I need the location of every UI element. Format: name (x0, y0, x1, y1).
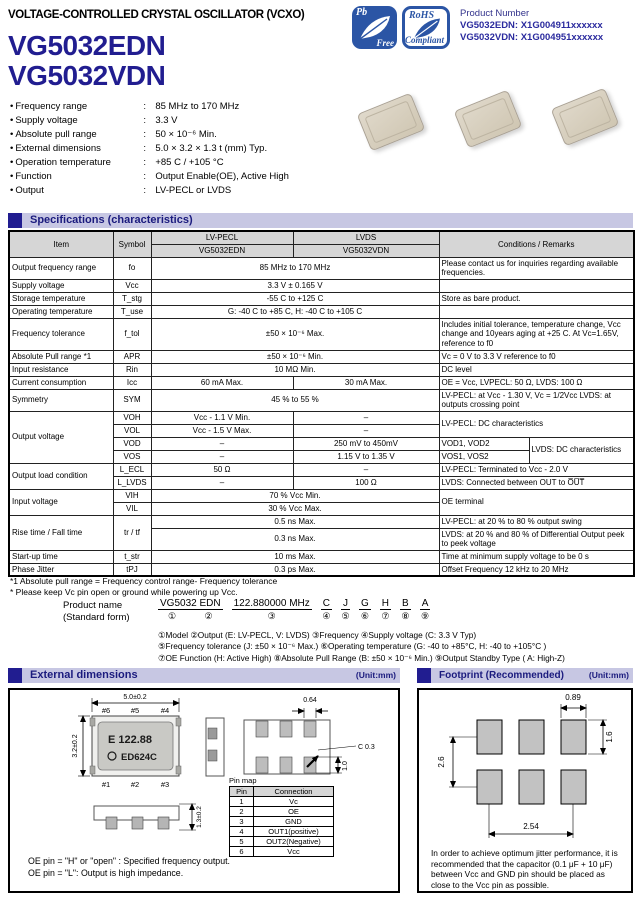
dim-colpitch-label: 2.54 (523, 822, 539, 831)
cell-cond: Vc = 0 V to 3.3 V reference to f0 (439, 350, 634, 363)
pin3-label: #3 (160, 780, 170, 789)
spec-row-rin (9, 363, 634, 376)
spec-row-tstg (9, 292, 634, 305)
cell-value-pecl: – (151, 450, 293, 463)
cell-symbol: VIL (113, 502, 151, 515)
cell-cond: Store as bare product. (439, 292, 634, 305)
circled-number: ① (168, 611, 177, 621)
doc-type-title: VOLTAGE-CONTROLLED CRYSTAL OSCILLATOR (VCXO) (8, 9, 305, 21)
cell-cond: LV-PECL: at Vcc - 1.30 V, Vc = 1/2Vcc LVDS: at outputs crossing point (439, 389, 634, 411)
cell-value-lvds: 30 mA Max. (293, 376, 439, 389)
segment-numbers (158, 611, 223, 622)
oe-note-low: OE pin = "L": Output is high impedance. (28, 867, 184, 878)
cell-symbol: APR (113, 350, 151, 363)
cell-symbol: VIH (113, 489, 151, 502)
cell-item: Output load condition (9, 463, 113, 489)
footnotes (10, 576, 277, 599)
col-pecl-model: VG5032EDN (151, 244, 293, 257)
cell-value-lvds: – (293, 424, 439, 437)
pin-row (230, 847, 334, 857)
footnote-2: * Please keep Vc pin open or ground while powering up Vcc. (10, 587, 238, 598)
cell-item: Rise time / Fall time (9, 515, 113, 550)
cell-cond: LV-PECL: DC characteristics (439, 411, 634, 437)
dim-padh-label: 1.0 (342, 761, 349, 771)
pin-row (230, 797, 334, 807)
footprint-pad (561, 720, 586, 754)
cell-value-pecl: – (151, 437, 293, 450)
cell-symbol: Icc (113, 376, 151, 389)
cell-cond: LVDS: Connected between OUT to O̅U̅T̅ (439, 476, 634, 489)
circled-number: ⑥ (360, 611, 369, 621)
dim-width-label: 5.0±0.2 (123, 694, 147, 701)
cell-item: Current consumption (9, 376, 113, 389)
feature-label: External dimensions (15, 143, 101, 154)
col-conditions: Conditions / Remarks (439, 231, 634, 257)
spec-row-ftol (9, 318, 634, 350)
oe-notes (28, 856, 230, 880)
segment-text: VG5032 EDN (160, 598, 221, 609)
cell-value-pecl: 50 Ω (151, 463, 293, 476)
product-number-edn: VG5032EDN: X1G004911xxxxxx (460, 19, 603, 31)
cell-cond: Time at minimum supply voltage to be 0 s (439, 550, 634, 563)
spec-row-tpj (9, 563, 634, 576)
feature-value: 85 MHz to 170 MHz (155, 101, 240, 112)
name-segment (400, 598, 411, 622)
pin-row (230, 807, 334, 817)
segment-text: C (322, 598, 330, 609)
feature-row (10, 156, 289, 170)
pin-connection: OUT2(Negative) (254, 837, 334, 847)
cell-cond: LVDS: at 20 % and 80 % of Differential Output peek to peek voltage (439, 528, 634, 550)
cell-value: 30 % Vcc Max. (151, 502, 439, 515)
circled-number: ⑧ (401, 611, 410, 621)
pin-col-header: Pin (230, 787, 254, 797)
feature-value: +85 C / +105 °C (155, 157, 224, 168)
feature-value: 50 × 10⁻⁶ Min. (155, 129, 217, 140)
col-lvds: LVDS (293, 231, 439, 244)
cell-value-lvds: 100 Ω (293, 476, 439, 489)
feature-value: 5.0 × 3.2 × 1.3 t (mm) Typ. (155, 143, 268, 154)
pin-connection: Vcc (254, 847, 334, 857)
spec-row-icc (9, 376, 634, 389)
product-number-label: Product Number (460, 8, 530, 19)
oe-note-high: OE pin = "H" or "open" : Specified frequency output. (28, 856, 230, 866)
spec-row-apr (9, 350, 634, 363)
pin-number: 3 (230, 817, 254, 827)
section-marker-icon (417, 668, 431, 683)
feature-colon: : (143, 129, 146, 140)
feature-colon: : (143, 143, 146, 154)
cell-value: 10 ms Max. (151, 550, 439, 563)
pin-number: 1 (230, 797, 254, 807)
spec-row-sym (9, 389, 634, 411)
col-pecl: LV-PECL (151, 231, 293, 244)
feature-label: Operation temperature (15, 157, 111, 168)
name-segment (359, 598, 371, 622)
pin-connection: GND (254, 817, 334, 827)
cell-value: ±50 × 10⁻⁶ Max. (151, 318, 439, 350)
pin-row (230, 827, 334, 837)
page-title (8, 31, 165, 91)
footprint-title: Footprint (Recommended) (439, 670, 564, 681)
dim-height-label: 3.2±0.2 (72, 734, 79, 758)
cell-cond-sub: VOD1, VOD2 (439, 437, 529, 450)
segment-text: J (343, 598, 348, 609)
cell-cond: Please contact us for inquiries regarding available frequencies. (439, 257, 634, 279)
cell-symbol: T_stg (113, 292, 151, 305)
dim-pad-label: 0.64 (303, 697, 317, 704)
title-line-vdn: VG5032VDN (8, 59, 166, 91)
footprint-pad (519, 720, 544, 754)
pin-number: 6 (230, 847, 254, 857)
cell-value: 0.3 ps Max. (151, 563, 439, 576)
cell-value: -55 C to +125 C (151, 292, 439, 305)
cell-cond: LV-PECL: Terminated to Vcc - 2.0 V (439, 463, 634, 476)
section-marker-icon (8, 668, 22, 683)
cell-value-pecl: – (151, 476, 293, 489)
footprint-pad (561, 770, 586, 804)
spec-row-rise1 (9, 515, 634, 528)
cell-symbol: VOH (113, 411, 151, 424)
cell-symbol: VOS (113, 450, 151, 463)
section-marker-icon (8, 213, 22, 228)
cell-value: 85 MHz to 170 MHz (151, 257, 439, 279)
pin4-label: #4 (160, 706, 170, 715)
external-dims-unit: (Unit:mm) (355, 670, 396, 680)
cell-symbol: Vcc (113, 279, 151, 292)
cell-value-pecl: 60 mA Max. (151, 376, 293, 389)
cell-value-lvds: 250 mV to 450mV (293, 437, 439, 450)
pin-connection: OUT1(positive) (254, 827, 334, 837)
legend-line: ①Model ②Output (E: LV-PECL, V: LVDS) ③Frequency ④Supply voltage (C: 3.3 V Typ) (158, 630, 477, 640)
col-lvds-model: VG5032VDN (293, 244, 439, 257)
spec-row-tuse (9, 305, 634, 318)
feature-row (10, 128, 289, 142)
cell-item: Operating temperature (9, 305, 113, 318)
cell-symbol: VOL (113, 424, 151, 437)
product-photo (357, 93, 426, 152)
feature-list (10, 100, 289, 198)
name-legend (158, 630, 628, 664)
cell-cond: LVDS: DC characteristics (529, 437, 634, 463)
dim-rowpitch-label: 2.6 (437, 756, 446, 768)
footprint-box (417, 688, 633, 893)
name-segment (321, 598, 332, 622)
pb-free-label: Free (376, 38, 394, 48)
cell-item: Supply voltage (9, 279, 113, 292)
spec-table (8, 230, 635, 577)
spec-row-vih (9, 489, 634, 502)
cell-symbol: VOD (113, 437, 151, 450)
cell-symbol: SYM (113, 389, 151, 411)
product-number-vdn: VG5032VDN: X1G004951xxxxxx (460, 31, 604, 43)
cell-item: Input resistance (9, 363, 113, 376)
feature-label: Output (15, 185, 44, 196)
cell-item: Symmetry (9, 389, 113, 411)
name-segment (420, 598, 431, 622)
name-segment (158, 598, 223, 622)
name-segment (232, 598, 312, 622)
pin1-label: #1 (101, 780, 111, 789)
circled-number: ② (204, 611, 213, 621)
cell-value-lvds: 1.15 V to 1.35 V (293, 450, 439, 463)
pinmap-title: Pin map (229, 776, 257, 785)
cell-cond (439, 305, 634, 318)
feature-value: 3.3 V (155, 115, 178, 126)
feature-row (10, 114, 289, 128)
circled-number: ④ (322, 611, 331, 621)
spec-row-voh (9, 411, 634, 424)
footprint-pad (519, 770, 544, 804)
footprint-header (417, 668, 633, 683)
cell-value-lvds: – (293, 411, 439, 424)
product-number-block (460, 8, 640, 44)
cell-symbol: Rin (113, 363, 151, 376)
cell-value: ±50 × 10⁻⁶ Min. (151, 350, 439, 363)
cell-value: G: -40 C to +85 C, H: -40 C to +105 C (151, 305, 439, 318)
feature-row (10, 100, 289, 114)
circled-number: ⑦ (381, 611, 390, 621)
pb-label: Pb (356, 7, 368, 18)
feature-row (10, 142, 289, 156)
product-name-form (158, 598, 430, 622)
feature-row (10, 184, 289, 198)
circled-number: ③ (267, 611, 276, 621)
cell-cond: Includes initial tolerance, temperature change, Vcc change and 10years aging at +25 C. At Vc=1.65V, reference to f0 (439, 318, 634, 350)
cell-value: 10 MΩ Min. (151, 363, 439, 376)
product-name-label (63, 600, 130, 625)
external-dims-box (8, 688, 400, 893)
name-segment (380, 598, 391, 622)
cell-value-lvds: – (293, 463, 439, 476)
spec-header-row (9, 231, 634, 244)
product-photo (551, 88, 620, 147)
cell-symbol: L_LVDS (113, 476, 151, 489)
col-symbol: Symbol (113, 231, 151, 257)
feature-value: LV-PECL or LVDS (155, 185, 232, 196)
feature-label: Function (15, 171, 52, 182)
cell-item: Input voltage (9, 489, 113, 515)
footprint-unit: (Unit:mm) (588, 670, 629, 680)
legend-line: ⑦OE Function (H: Active High) ⑧Absolute Pull Range (B: ±50 × 10⁻⁶ Min.) ⑨Output Standby Type ( A: High-Z) (158, 652, 565, 663)
cell-cond: Offset Frequency 12 kHz to 20 MHz (439, 563, 634, 576)
spec-row-tstr (9, 550, 634, 563)
segment-text: 122.880000 MHz (233, 598, 310, 609)
external-dims-title: External dimensions (30, 669, 138, 681)
feature-row (10, 170, 289, 184)
connection-col-header: Connection (254, 787, 334, 797)
feature-colon: : (143, 171, 146, 182)
segment-text: G (361, 598, 369, 609)
segment-text: A (421, 598, 429, 609)
dim-padw-label: 0.89 (565, 693, 581, 702)
cell-item: Output frequency range (9, 257, 113, 279)
circled-number: ⑤ (341, 611, 350, 621)
footnote-1: *1 Absolute pull range = Frequency control range- Frequency tolerance (10, 576, 278, 586)
pin-connection: Vc (254, 797, 334, 807)
cell-cond: DC level (439, 363, 634, 376)
external-dims-header (8, 668, 400, 683)
feature-label: Frequency range (15, 101, 88, 112)
spec-row-lecl (9, 463, 634, 476)
pinmap-block (229, 776, 334, 857)
pin-row (230, 817, 334, 827)
chip-marking-line1: E 122.88 (108, 734, 153, 746)
cell-item: Absolute Pull range *1 (9, 350, 113, 363)
feature-colon: : (143, 157, 146, 168)
cell-cond: LV-PECL: at 20 % to 80 % output swing (439, 515, 634, 528)
pinmap-header-row (230, 787, 334, 797)
cell-symbol: T_use (113, 305, 151, 318)
cell-symbol: tr / tf (113, 515, 151, 550)
cell-value: 0.5 ns Max. (151, 515, 439, 528)
cell-symbol: L_ECL (113, 463, 151, 476)
cell-symbol: f_tol (113, 318, 151, 350)
pin-number: 2 (230, 807, 254, 817)
chip-marking-line2: ED624C (121, 752, 157, 763)
pinmap-table (229, 786, 334, 857)
pin5-label: #5 (130, 706, 140, 715)
title-line-edn: VG5032EDN (8, 30, 166, 61)
feature-label: Supply voltage (15, 115, 78, 126)
cell-symbol: tPJ (113, 563, 151, 576)
spec-section-header (8, 213, 633, 228)
product-photo (454, 90, 523, 149)
cell-symbol: t_str (113, 550, 151, 563)
footprint-note: In order to achieve optimum jitter performance, it is recommended that the capacitor (0.1 μF + 10 μF) between Vcc and GND pin should be placed as close to the Vcc pin as possible. (431, 848, 618, 890)
cell-value: 45 % to 55 % (151, 389, 439, 411)
product-name-label-line1: Product name (63, 600, 123, 611)
legend-line: ⑤Frequency tolerance (J: ±50 × 10⁻⁶ Max.) ⑥Operating temperature (G: -40 to +85°C, H: -40 to +105°C ) (158, 641, 547, 652)
cell-item: Frequency tolerance (9, 318, 113, 350)
segment-text: B (402, 598, 409, 609)
footprint-drawing (419, 690, 631, 845)
segment-text: H (381, 598, 390, 609)
feature-colon: : (143, 115, 146, 126)
dim-padh-label: 1.6 (605, 731, 614, 743)
cell-cond (439, 279, 634, 292)
product-name-label-line2: (Standard form) (63, 612, 130, 624)
pin-number: 4 (230, 827, 254, 837)
dim-chamfer-label: C 0.3 (358, 744, 375, 751)
feature-label: Absolute pull range (15, 129, 97, 140)
cell-symbol: fo (113, 257, 151, 279)
spec-row-vcc (9, 279, 634, 292)
cell-cond: OE = Vcc, LVPECL: 50 Ω, LVDS: 100 Ω (439, 376, 634, 389)
pin6-label: #6 (101, 706, 111, 715)
name-segment (341, 598, 350, 622)
cell-value-pecl: Vcc - 1.1 V Min. (151, 411, 293, 424)
side-view (206, 718, 224, 776)
dim-thickness-label: 1.3±0.2 (196, 806, 203, 828)
pb-free-badge (352, 6, 397, 49)
pin2-label: #2 (130, 780, 140, 789)
pin-connection: OE (254, 807, 334, 817)
cell-cond: OE terminal (439, 489, 634, 515)
cell-item: Output voltage (9, 411, 113, 463)
spec-row-fo (9, 257, 634, 279)
col-item: Item (9, 231, 113, 257)
rohs-badge (402, 6, 450, 49)
feature-colon: : (143, 185, 146, 196)
rohs-compliant-label: Compliant (404, 35, 444, 45)
feature-value: Output Enable(OE), Active High (155, 171, 289, 182)
footprint-pad (477, 720, 502, 754)
feature-colon: : (143, 101, 146, 112)
cell-item: Storage temperature (9, 292, 113, 305)
cell-value: 0.3 ns Max. (151, 528, 439, 550)
circled-number: ⑨ (420, 611, 430, 621)
spec-section-title: Specifications (characteristics) (30, 214, 193, 226)
cell-value: 3.3 V ± 0.165 V (151, 279, 439, 292)
cell-value-pecl: Vcc - 1.5 V Max. (151, 424, 293, 437)
cell-item: Phase Jitter (9, 563, 113, 576)
cell-item: Start-up time (9, 550, 113, 563)
rohs-label: RoHS (409, 10, 435, 21)
cell-value: 70 % Vcc Min. (151, 489, 439, 502)
pin-row (230, 837, 334, 847)
footprint-pad (477, 770, 502, 804)
cell-cond-sub: VOS1, VOS2 (439, 450, 529, 463)
pin-number: 5 (230, 837, 254, 847)
